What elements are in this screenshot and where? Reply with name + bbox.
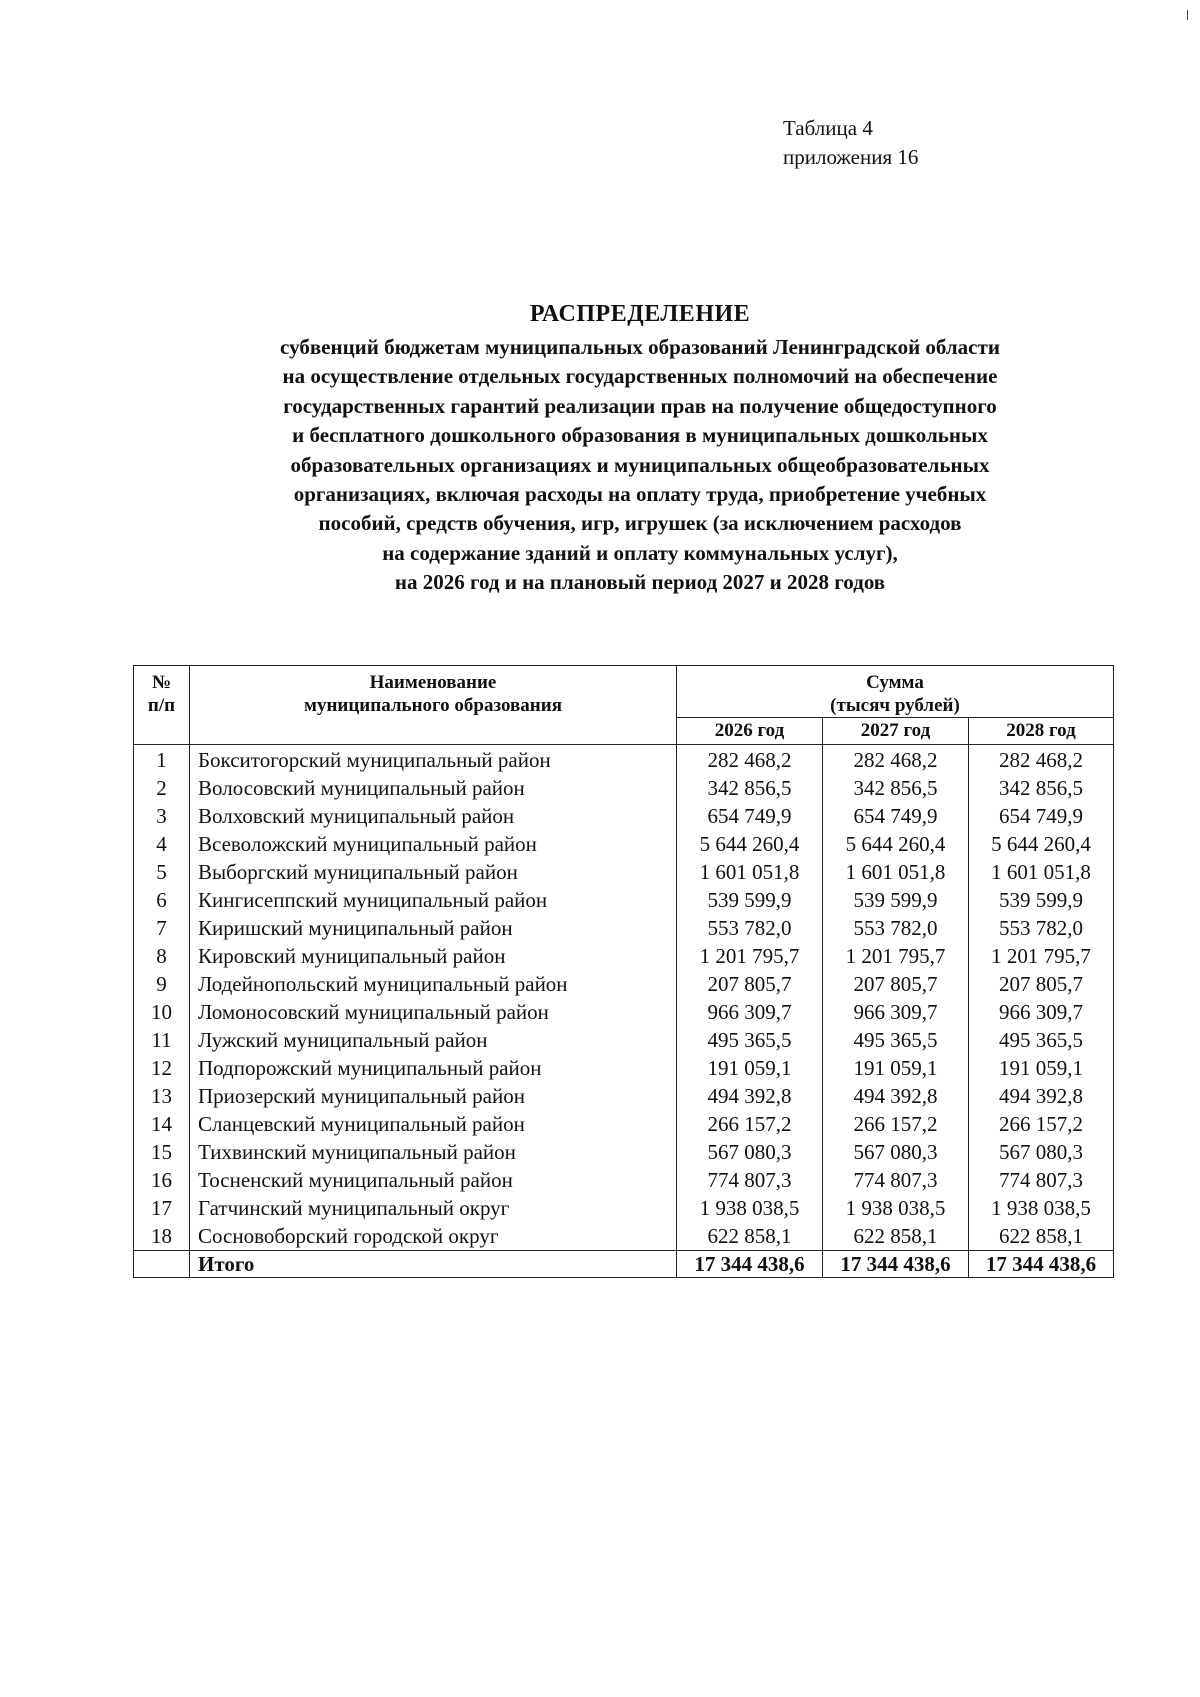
table-row <box>134 998 1114 1026</box>
row-value-2028: 654 749,9 <box>969 802 1114 830</box>
row-value-2027: 266 157,2 <box>823 1110 969 1138</box>
row-municipality: Всеволожский муниципальный район <box>190 830 677 858</box>
row-value-2026: 494 392,8 <box>677 1082 823 1110</box>
row-number: 17 <box>134 1194 190 1222</box>
row-municipality: Кингисеппский муниципальный район <box>190 886 677 914</box>
row-municipality: Киришский муниципальный район <box>190 914 677 942</box>
row-value-2028: 966 309,7 <box>969 998 1114 1026</box>
heading-line: государственных гарантий реализации прав на получение общедоступного <box>283 393 997 418</box>
row-number: 4 <box>134 830 190 858</box>
row-value-2027: 191 059,1 <box>823 1054 969 1082</box>
row-number: 1 <box>134 745 190 775</box>
row-number: 7 <box>134 914 190 942</box>
row-municipality: Сосновоборский городской округ <box>190 1222 677 1251</box>
row-municipality: Тосненский муниципальный район <box>190 1166 677 1194</box>
row-value-2028: 342 856,5 <box>969 774 1114 802</box>
table-row <box>134 745 1114 775</box>
table-row <box>134 1026 1114 1054</box>
row-value-2027: 1 201 795,7 <box>823 942 969 970</box>
row-value-2026: 191 059,1 <box>677 1054 823 1082</box>
row-value-2027: 495 365,5 <box>823 1026 969 1054</box>
appendix-annex-number: приложения 16 <box>783 145 919 169</box>
row-value-2026: 266 157,2 <box>677 1110 823 1138</box>
row-value-2026: 342 856,5 <box>677 774 823 802</box>
row-value-2028: 1 201 795,7 <box>969 942 1114 970</box>
row-value-2027: 567 080,3 <box>823 1138 969 1166</box>
document-heading <box>150 299 1130 598</box>
row-value-2026: 966 309,7 <box>677 998 823 1026</box>
total-label: Итого <box>190 1251 677 1278</box>
row-number: 10 <box>134 998 190 1026</box>
row-value-2028: 191 059,1 <box>969 1054 1114 1082</box>
row-value-2028: 266 157,2 <box>969 1110 1114 1138</box>
scan-mark <box>1187 10 1188 20</box>
row-number: 11 <box>134 1026 190 1054</box>
total-number-cell <box>134 1251 190 1278</box>
table-row <box>134 886 1114 914</box>
header-name-line2: муниципального образования <box>304 695 562 716</box>
header-sum-line1: Сумма <box>866 672 924 693</box>
row-municipality: Подпорожский муниципальный район <box>190 1054 677 1082</box>
row-number: 15 <box>134 1138 190 1166</box>
heading-line: образовательных организациях и муниципальных общеобразовательных <box>290 452 990 477</box>
row-value-2028: 774 807,3 <box>969 1166 1114 1194</box>
row-value-2028: 1 601 051,8 <box>969 858 1114 886</box>
row-municipality: Волосовский муниципальный район <box>190 774 677 802</box>
table-row <box>134 1082 1114 1110</box>
row-value-2026: 1 601 051,8 <box>677 858 823 886</box>
row-municipality: Лужский муниципальный район <box>190 1026 677 1054</box>
row-value-2027: 1 601 051,8 <box>823 858 969 886</box>
row-value-2026: 553 782,0 <box>677 914 823 942</box>
row-value-2026: 539 599,9 <box>677 886 823 914</box>
row-value-2028: 495 365,5 <box>969 1026 1114 1054</box>
row-number: 18 <box>134 1222 190 1251</box>
row-value-2026: 1 938 038,5 <box>677 1194 823 1222</box>
row-value-2026: 567 080,3 <box>677 1138 823 1166</box>
row-municipality: Приозерский муниципальный район <box>190 1082 677 1110</box>
table-row <box>134 858 1114 886</box>
table-row <box>134 1138 1114 1166</box>
row-value-2027: 774 807,3 <box>823 1166 969 1194</box>
total-value-2027: 17 344 438,6 <box>823 1251 969 1278</box>
total-value-2026: 17 344 438,6 <box>677 1251 823 1278</box>
row-municipality: Бокситогорский муниципальный район <box>190 745 677 775</box>
row-value-2027: 539 599,9 <box>823 886 969 914</box>
table-row <box>134 802 1114 830</box>
row-value-2027: 553 782,0 <box>823 914 969 942</box>
row-value-2026: 622 858,1 <box>677 1222 823 1251</box>
header-year-2026: 2026 год <box>677 718 823 745</box>
appendix-table-number: Таблица 4 <box>783 116 873 140</box>
header-name-line1: Наименование <box>369 672 497 693</box>
row-value-2028: 1 938 038,5 <box>969 1194 1114 1222</box>
appendix-reference <box>783 114 918 172</box>
header-year-2027: 2027 год <box>823 718 969 745</box>
row-value-2028: 567 080,3 <box>969 1138 1114 1166</box>
header-name <box>190 666 677 745</box>
row-municipality: Сланцевский муниципальный район <box>190 1110 677 1138</box>
header-number <box>134 666 190 745</box>
header-sum-line2: (тысяч рублей) <box>830 695 960 716</box>
row-value-2027: 622 858,1 <box>823 1222 969 1251</box>
table-row <box>134 942 1114 970</box>
row-value-2027: 207 805,7 <box>823 970 969 998</box>
row-value-2027: 654 749,9 <box>823 802 969 830</box>
heading-line: на содержание зданий и оплату коммунальных услуг), <box>382 540 898 565</box>
row-number: 6 <box>134 886 190 914</box>
row-municipality: Гатчинский муниципальный округ <box>190 1194 677 1222</box>
row-municipality: Тихвинский муниципальный район <box>190 1138 677 1166</box>
row-municipality: Лодейнопольский муниципальный район <box>190 970 677 998</box>
heading-line: на 2026 год и на плановый период 2027 и 2028 годов <box>394 570 886 595</box>
heading-line: и бесплатного дошкольного образования в муниципальных дошкольных <box>292 423 988 448</box>
row-value-2028: 494 392,8 <box>969 1082 1114 1110</box>
heading-line: на осуществление отдельных государственных полномочий на обеспечение <box>282 364 998 389</box>
row-value-2026: 282 468,2 <box>677 745 823 775</box>
row-number: 8 <box>134 942 190 970</box>
total-value-2028: 17 344 438,6 <box>969 1251 1114 1278</box>
table-row <box>134 914 1114 942</box>
table-row <box>134 1222 1114 1251</box>
row-value-2026: 774 807,3 <box>677 1166 823 1194</box>
table-row <box>134 970 1114 998</box>
table-row <box>134 1054 1114 1082</box>
row-municipality: Кировский муниципальный район <box>190 942 677 970</box>
heading-line: организациях, включая расходы на оплату труда, приобретение учебных <box>293 482 987 507</box>
total-row <box>134 1251 1114 1278</box>
heading-line: субвенций бюджетам муниципальных образований Ленинградской области <box>280 335 1000 359</box>
table-row <box>134 1166 1114 1194</box>
row-value-2028: 553 782,0 <box>969 914 1114 942</box>
row-number: 16 <box>134 1166 190 1194</box>
row-number: 5 <box>134 858 190 886</box>
row-value-2027: 282 468,2 <box>823 745 969 775</box>
header-year-2028: 2028 год <box>969 718 1114 745</box>
distribution-table <box>133 665 1114 1278</box>
row-value-2026: 654 749,9 <box>677 802 823 830</box>
row-number: 12 <box>134 1054 190 1082</box>
table-row <box>134 774 1114 802</box>
row-number: 9 <box>134 970 190 998</box>
row-value-2027: 966 309,7 <box>823 998 969 1026</box>
row-value-2028: 539 599,9 <box>969 886 1114 914</box>
row-value-2027: 5 644 260,4 <box>823 830 969 858</box>
row-municipality: Выборгский муниципальный район <box>190 858 677 886</box>
row-municipality: Ломоносовский муниципальный район <box>190 998 677 1026</box>
row-value-2026: 207 805,7 <box>677 970 823 998</box>
header-number-symbol: № <box>151 672 172 693</box>
heading-line: пособий, средств обучения, игр, игрушек (за исключением расходов <box>318 511 962 536</box>
header-number-abbr: п/п <box>147 695 176 716</box>
row-value-2027: 494 392,8 <box>823 1082 969 1110</box>
row-value-2027: 1 938 038,5 <box>823 1194 969 1222</box>
row-value-2026: 5 644 260,4 <box>677 830 823 858</box>
row-value-2026: 1 201 795,7 <box>677 942 823 970</box>
row-number: 3 <box>134 802 190 830</box>
row-value-2028: 622 858,1 <box>969 1222 1114 1251</box>
row-number: 13 <box>134 1082 190 1110</box>
table-row <box>134 1194 1114 1222</box>
row-value-2027: 342 856,5 <box>823 774 969 802</box>
row-number: 14 <box>134 1110 190 1138</box>
row-value-2028: 5 644 260,4 <box>969 830 1114 858</box>
row-value-2028: 207 805,7 <box>969 970 1114 998</box>
document-title: РАСПРЕДЕЛЕНИЕ <box>529 301 751 327</box>
row-municipality: Волховский муниципальный район <box>190 802 677 830</box>
table-row <box>134 1110 1114 1138</box>
header-sum <box>677 666 1114 718</box>
row-value-2028: 282 468,2 <box>969 745 1114 775</box>
row-number: 2 <box>134 774 190 802</box>
table-row <box>134 830 1114 858</box>
row-value-2026: 495 365,5 <box>677 1026 823 1054</box>
